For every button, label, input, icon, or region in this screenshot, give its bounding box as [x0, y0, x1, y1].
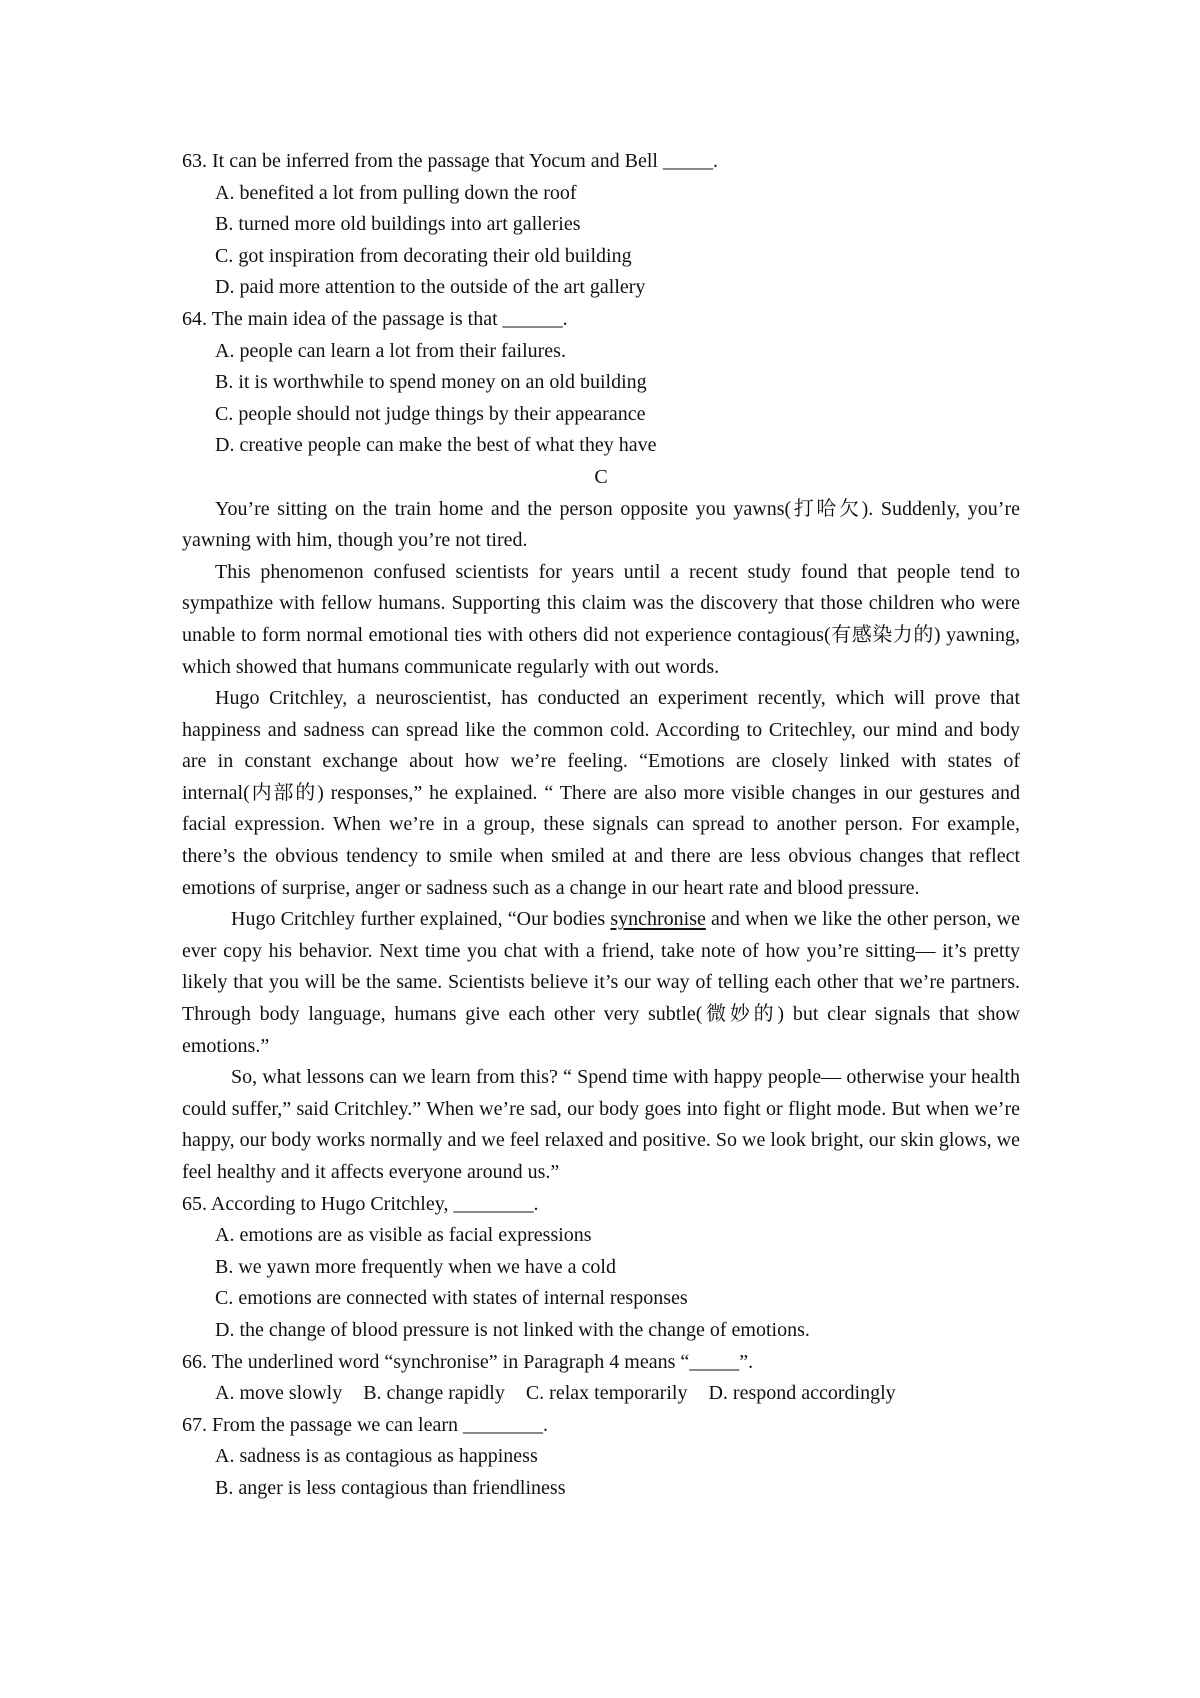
option-66-d: D. respond accordingly — [708, 1382, 896, 1405]
option-65-a: A. emotions are as visible as facial expressions — [215, 1224, 592, 1247]
option-65-b: B. we yawn more frequently when we have a cold — [215, 1255, 616, 1278]
question-number: 65. — [182, 1192, 207, 1215]
option-63-b: B. turned more old buildings into art galleries — [215, 213, 581, 236]
option-67-b: B. anger is less contagious than friendliness — [215, 1476, 566, 1499]
question-stem: The main idea of the passage is that ______. — [211, 307, 568, 330]
exam-page — [182, 146, 1020, 1505]
passage-paragraph-3: Hugo Critchley, a neuroscientist, has conducted an experiment recently, which will prove that happiness and sadness can spread like the common cold. According to Critechley, our mind and body are in constant exchange about how we’re feeling. “Emotions are closely linked with states of internal(内部的) responses,” he explained. “ There are also more visible changes in our gestures and facial expression. When we’re in a group, these signals can spread to another person. For example, there’s the obvious tendency to smile when smiled at and there are less obvious changes that reflect emotions of surprise, anger or sadness such as a change in our heart rate and blood pressure. — [182, 687, 1020, 899]
option-63-c: C. got inspiration from decorating their old building — [215, 244, 632, 267]
question-stem: According to Hugo Critchley, ________. — [210, 1192, 539, 1215]
passage-paragraph-4 — [182, 904, 1020, 1062]
option-65-c: C. emotions are connected with states of internal responses — [215, 1287, 688, 1310]
paragraph-4-text-before: Hugo Critchley further explained, “Our bodies — [231, 908, 611, 931]
question-64 — [182, 304, 1020, 336]
option-64-a: A. people can learn a lot from their failures. — [215, 339, 566, 362]
question-stem: The underlined word “synchronise” in Paragraph 4 means “_____”. — [211, 1350, 754, 1373]
passage-paragraph-2: This phenomenon confused scientists for years until a recent study found that people tend to sympathize with fellow humans. Supporting this claim was the discovery that those children who were unable to form normal emotional ties with others did not experience contagious(有感染力的) yawning, which showed that humans communicate regularly with out words. — [182, 560, 1020, 678]
option-64-c: C. people should not judge things by their appearance — [215, 402, 646, 425]
passage-paragraph-1: You’re sitting on the train home and the person opposite you yawns(打哈欠). Suddenly, you’re yawning with him, though you’re not tired. — [182, 497, 1020, 552]
option-65-d: D. the change of blood pressure is not linked with the change of emotions. — [215, 1318, 810, 1341]
option-63-a: A. benefited a lot from pulling down the roof — [215, 181, 577, 204]
question-63 — [182, 146, 1020, 178]
question-66 — [182, 1347, 1020, 1379]
question-65 — [182, 1189, 1020, 1221]
option-64-b: B. it is worthwhile to spend money on an old building — [215, 371, 647, 394]
section-heading: C — [594, 465, 608, 488]
question-number: 64. — [182, 307, 207, 330]
question-67 — [182, 1410, 1020, 1442]
question-number: 67. — [182, 1413, 207, 1436]
question-stem: From the passage we can learn ________. — [212, 1413, 549, 1436]
options-66-row — [182, 1378, 1020, 1410]
option-66-b: B. change rapidly — [363, 1382, 505, 1405]
option-67-a: A. sadness is as contagious as happiness — [215, 1445, 538, 1468]
question-number: 66. — [182, 1350, 207, 1373]
option-66-a: A. move slowly — [215, 1382, 343, 1405]
option-64-d: D. creative people can make the best of what they have — [215, 434, 657, 457]
option-66-c: C. relax temporarily — [525, 1382, 688, 1405]
option-63-d: D. paid more attention to the outside of the art gallery — [215, 276, 646, 299]
paragraph-4-text-after: and when we like the other person, we ever copy his behavior. Next time you chat with a friend, take note of how you’re sitting— it’s pretty likely that you will be the same. Scientists believe it’s our way of telling each other that we’re partners. Through body language, humans give each other very subtle(微妙的) but clear signals that show emotions.” — [182, 908, 1020, 1057]
passage-paragraph-5: So, what lessons can we learn from this? “ Spend time with happy people— otherwise your health could suffer,” said Critchley.” When we’re sad, our body goes into fight or flight mode. But when we’re happy, our body works normally and we feel relaxed and positive. So we look bright, our skin glows, we feel healthy and it affects everyone around us.” — [182, 1066, 1020, 1183]
underlined-word-synchronise: synchronise — [610, 908, 706, 931]
question-number: 63. — [182, 150, 207, 172]
question-stem: It can be inferred from the passage that Yocum and Bell _____. — [212, 150, 718, 172]
